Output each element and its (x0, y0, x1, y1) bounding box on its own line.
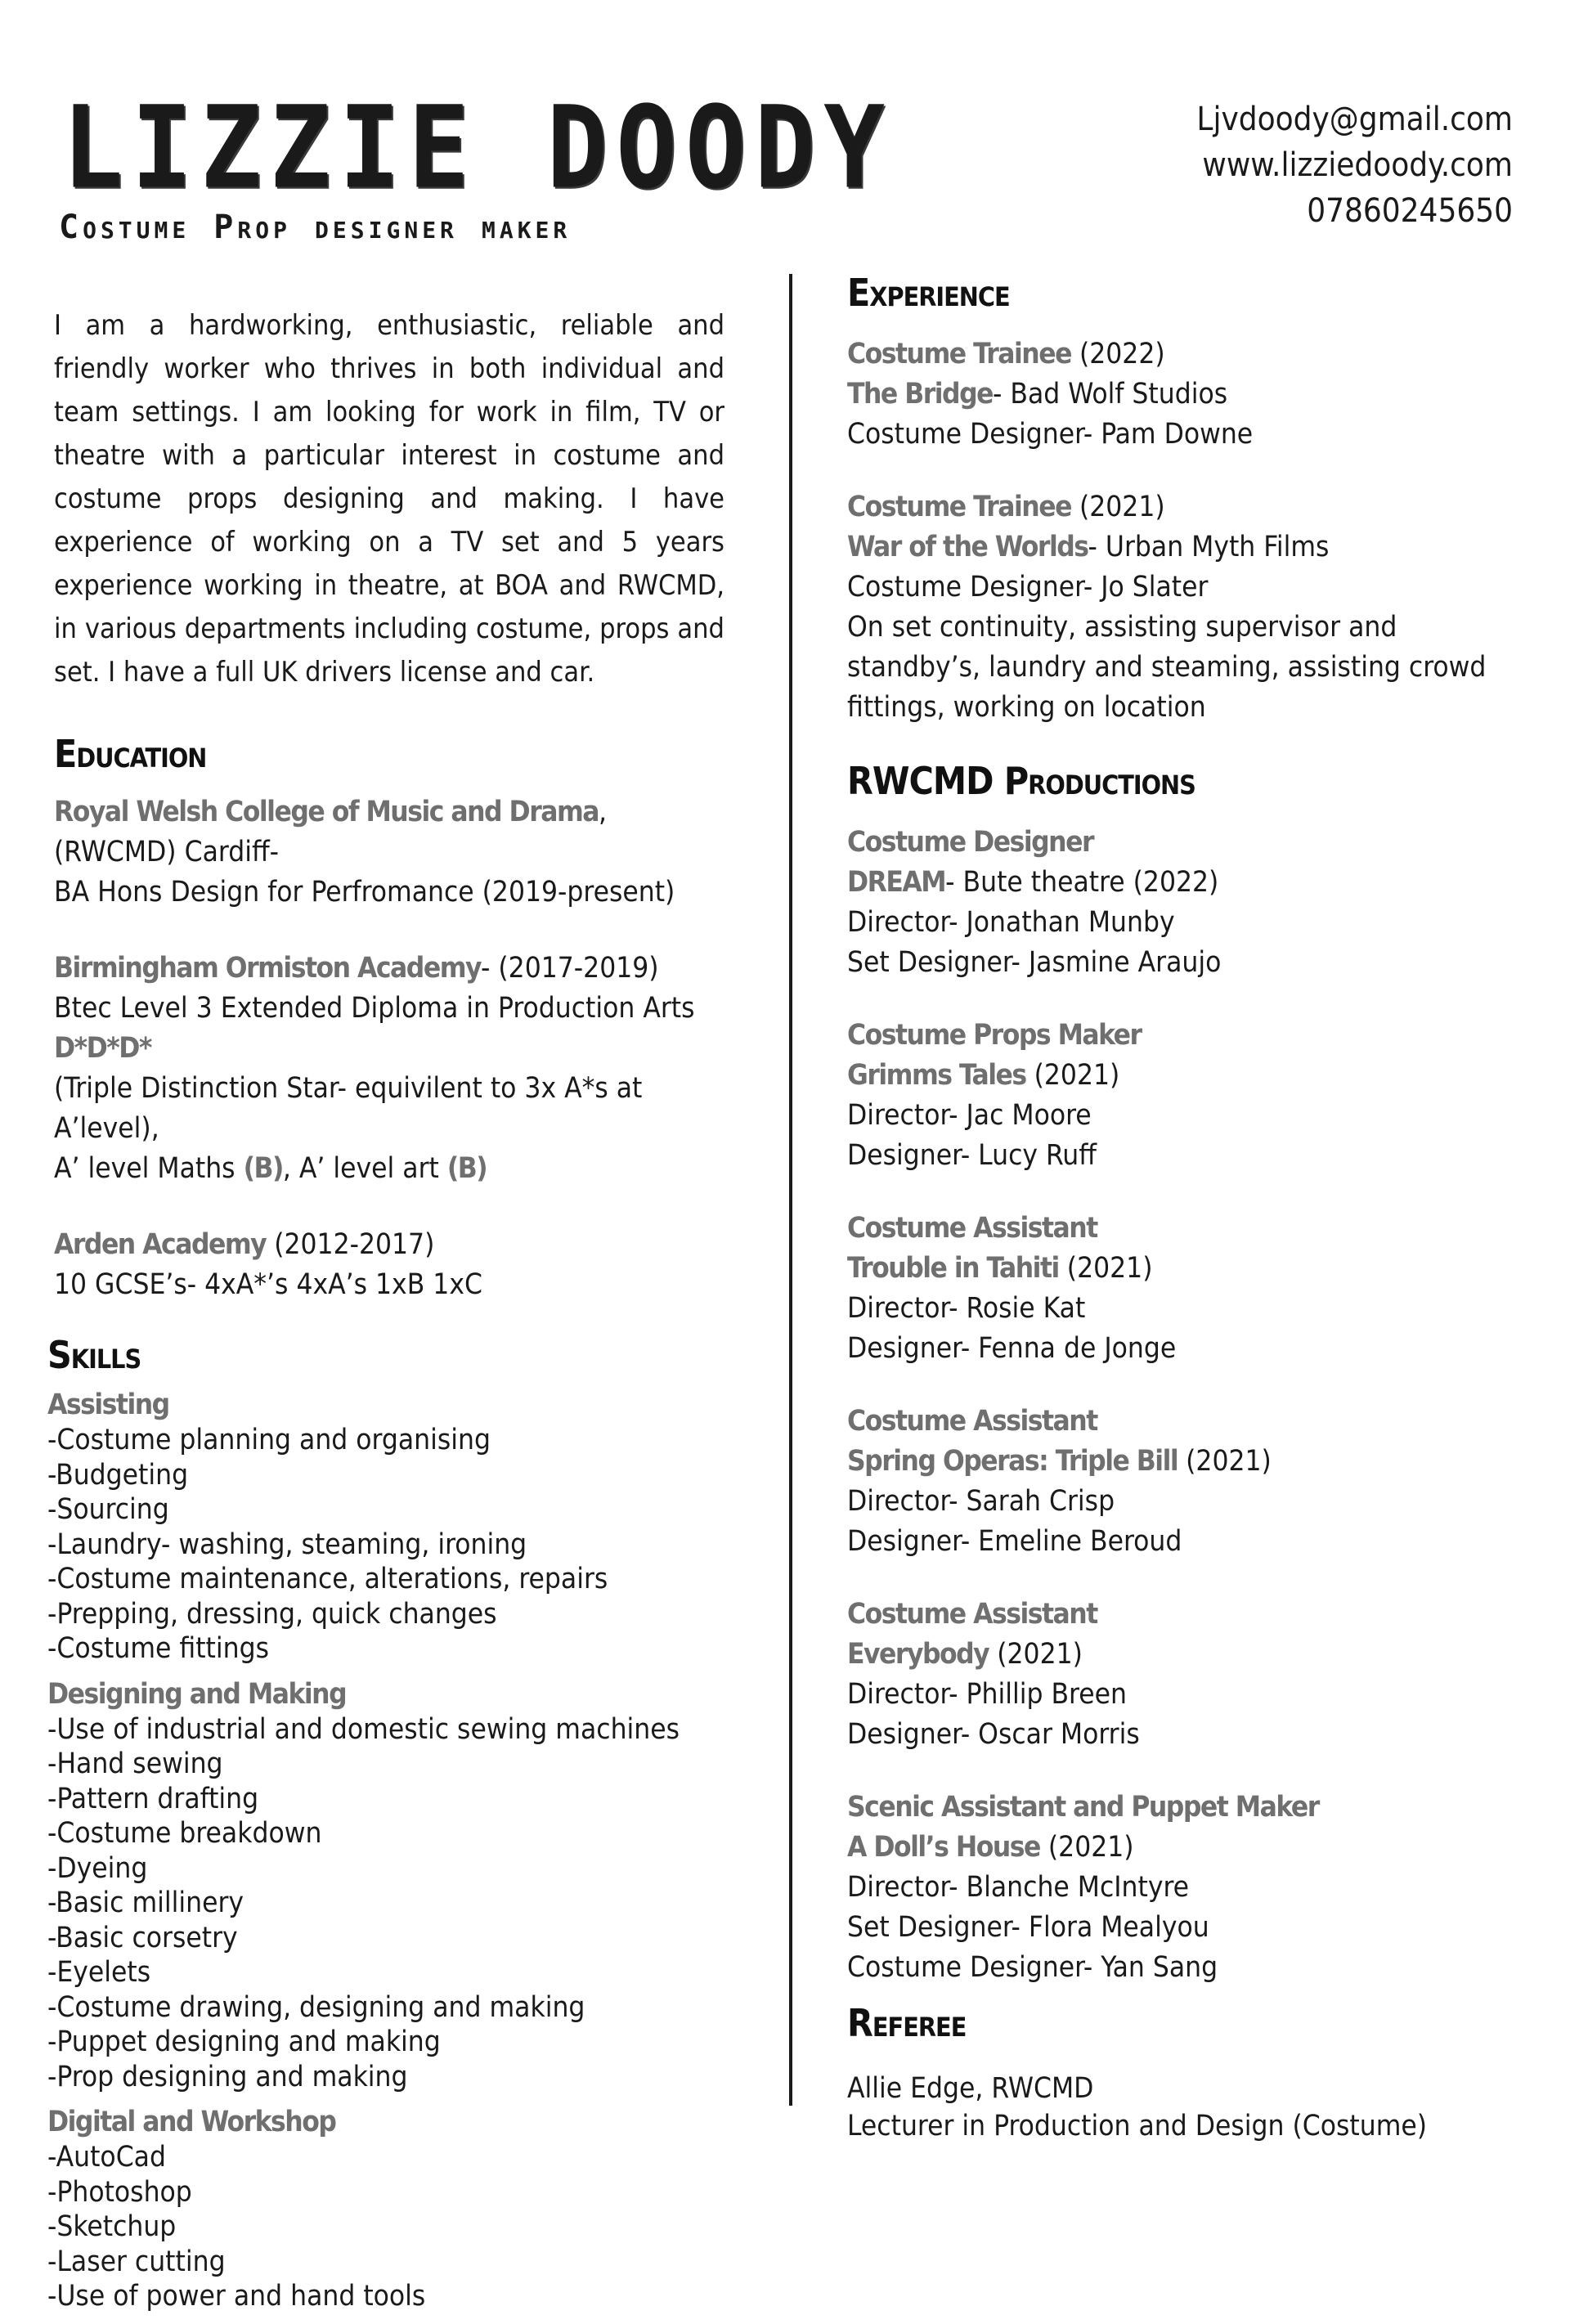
entry-title: Spring Operas: Triple Bill (847, 1445, 1178, 1478)
entry-detail: Director- Sarah Crisp (847, 1485, 1115, 1518)
entry-title: DREAM (847, 866, 946, 899)
grade: D*D*D* (54, 1032, 151, 1065)
entry-title-line (847, 1442, 1534, 1482)
entry-role: Costume Trainee (847, 338, 1071, 370)
education-line: Birmingham Ormiston Academy- (2017-2019) (54, 952, 659, 985)
left-column (47, 304, 724, 2324)
entry-role-line (847, 1209, 1534, 1249)
skill-item: -Costume breakdown (47, 1817, 322, 1850)
entry (847, 823, 1534, 983)
website: www.lizziedoody.com (1202, 146, 1513, 184)
entry-detail: Director- Blanche McIntyre (847, 1871, 1190, 1904)
skill-group-title: Designing and Making (47, 1677, 347, 1711)
entry-company: - Bad Wolf Studios (992, 378, 1228, 411)
education-line: Btec Level 3 Extended Diploma in Production Arts D*D*D* (54, 992, 695, 1065)
entry-company: - Urban Myth Films (1088, 531, 1330, 563)
school-name: Birmingham Ormiston Academy (54, 952, 482, 985)
skill-item: -AutoCad (47, 2141, 166, 2174)
entry-company: - Bute theatre (2022) (945, 866, 1219, 899)
profile-paragraph: I am a hardworking, enthusiastic, reliable and friendly worker who thrives in both individual and team settings. I am looking for work in film, TV or theatre with a particular interest in costume and costume props designing and making. I have experience of working on a TV set and 5 years experience working in theatre, at BOA and RWCMD, in various departments including costume, props and set. I have a full UK drivers license and car. (54, 309, 724, 689)
skill-item: -Use of power and hand tools (47, 2280, 426, 2313)
skill-item: -Prepping, dressing, quick changes (47, 1597, 497, 1631)
entry-year: (2021) (1070, 491, 1165, 523)
education-line: BA Hons Design for Perfromance (2019-present) (54, 876, 675, 909)
skill-group (47, 1387, 724, 1667)
contact-block (1196, 96, 1513, 234)
skill-group (47, 2104, 724, 2314)
entry (847, 1595, 1534, 1755)
skill-group-title: Digital and Workshop (47, 2106, 336, 2138)
entry (847, 1402, 1534, 1562)
entry-role: Scenic Assistant and Puppet Maker (847, 1791, 1319, 1824)
education-line: Arden Academy (2012-2017) (54, 1228, 435, 1261)
grade: (B) (243, 1152, 283, 1185)
entry-detail: Designer- Fenna de Jonge (847, 1332, 1177, 1365)
entry-detail: Costume Designer- Yan Sang (847, 1951, 1218, 1984)
skill-item: -Costume fittings (47, 1632, 270, 1665)
column-divider (789, 274, 792, 2106)
entry-title-line (847, 375, 1534, 415)
entry-title-line (847, 1635, 1534, 1675)
skill-item: -Dyeing (47, 1851, 148, 1885)
education-line: 10 GCSE’s- 4xA*’s 4xA’s 1xB 1xC (54, 1268, 482, 1301)
skill-item: -Costume drawing, designing and making (47, 1990, 585, 2024)
entry-detail: On set continuity, assisting supervisor and standby’s, laundry and steaming, assisting crowd fittings, working on location (847, 611, 1487, 724)
skill-item: -Prop designing and making (47, 2060, 408, 2093)
entry-company: (2021) (1058, 1252, 1153, 1285)
entry-company: (2021) (1039, 1831, 1134, 1864)
entry-detail: Set Designer- Flora Mealyou (847, 1911, 1209, 1944)
skill-item: -Eyelets (47, 1956, 151, 1989)
entry (847, 1209, 1534, 1369)
skills-heading: Skills (47, 1333, 141, 1377)
entry-title-line (847, 1828, 1534, 1868)
productions-heading: RWCMD Productions (847, 759, 1195, 803)
skills-list (47, 1387, 724, 2314)
entry-company: (2021) (1178, 1445, 1272, 1478)
entry (847, 1788, 1534, 1988)
school-name: Arden Academy (54, 1228, 267, 1261)
skill-item: -Budgeting (47, 1458, 189, 1492)
education-heading: Education (54, 732, 207, 776)
entry-role-line (847, 1595, 1534, 1635)
entry-title: Trouble in Tahiti (847, 1252, 1059, 1285)
skill-item: -Laser cutting (47, 2245, 226, 2278)
entry-role: Costume Assistant (847, 1405, 1097, 1438)
entry-title-line (847, 527, 1534, 568)
entry-role-line (847, 823, 1534, 863)
entry-role-line (847, 487, 1534, 527)
entry-role-line (847, 1016, 1534, 1056)
skill-item: -Basic corsetry (47, 1921, 238, 1954)
entry-title-line (847, 1249, 1534, 1289)
skill-item: -Puppet designing and making (47, 2026, 441, 2058)
entry (847, 1016, 1534, 1176)
skill-item: -Use of industrial and domestic sewing machines (47, 1712, 680, 1746)
entry-detail: Director- Jonathan Munby (847, 906, 1175, 939)
entry-title: The Bridge (847, 378, 993, 411)
entry-role: Costume Assistant (847, 1598, 1097, 1631)
education-line: A’ level Maths (B), A’ level art (B) (54, 1152, 487, 1185)
entry-company: (2021) (989, 1638, 1083, 1671)
entry-title-line (847, 863, 1534, 903)
name-heading: LIZZIE DOODY (62, 82, 893, 215)
entry-role: Costume Props Maker (847, 1019, 1142, 1052)
referee-block (847, 2070, 1534, 2145)
skill-items (47, 1423, 724, 1667)
skill-items (47, 1712, 724, 2095)
entry-detail: Director- Rosie Kat (847, 1292, 1086, 1325)
productions-list (847, 823, 1534, 1988)
phone: 07860245650 (1307, 192, 1513, 230)
entry-detail: Director- Jac Moore (847, 1099, 1092, 1132)
education-line: (Triple Distinction Star- equivilent to 3x A*s at A’level), (54, 1072, 643, 1145)
entry-year: (2022) (1070, 338, 1165, 370)
skill-items (47, 2140, 724, 2314)
entry-company: (2021) (1025, 1059, 1120, 1092)
experience-heading: Experience (847, 271, 1010, 315)
entry-title: Grimms Tales (847, 1059, 1026, 1092)
entry-role-line (847, 1788, 1534, 1828)
entry-detail: Designer- Lucy Ruff (847, 1139, 1097, 1172)
roles-subtitle: Costume Prop designer maker (59, 209, 572, 246)
education-item (54, 1225, 724, 1305)
email: Ljvdoody@gmail.com (1196, 101, 1513, 138)
entry-detail: Set Designer- Jasmine Araujo (847, 946, 1222, 979)
skill-group (47, 1676, 724, 2095)
entry-title: War of the Worlds (847, 531, 1088, 563)
grade: (B) (446, 1152, 487, 1185)
skill-group-title: Assisting (47, 1389, 169, 1421)
entry-role: Costume Assistant (847, 1212, 1097, 1245)
skill-item: -Sourcing (47, 1493, 169, 1526)
skill-item: -Pattern drafting (47, 1782, 259, 1815)
entry-detail: Designer- Oscar Morris (847, 1718, 1140, 1751)
referee-heading: Referee (847, 2001, 967, 2045)
skill-item: -Basic millinery (47, 1887, 244, 1919)
skill-item: -Sketchup (47, 2210, 177, 2243)
entry-detail: Director- Phillip Breen (847, 1678, 1127, 1711)
entry-title-line (847, 1056, 1534, 1096)
skill-item: -Hand sewing (47, 1747, 223, 1780)
skill-item: -Costume planning and organising (47, 1424, 491, 1456)
experience-list (847, 334, 1534, 728)
entry (847, 334, 1534, 455)
entry-title: Everybody (847, 1638, 989, 1671)
school-name: Royal Welsh College of Music and Drama (54, 796, 599, 828)
education-line: Royal Welsh College of Music and Drama, (RWCMD) Cardiff- (54, 796, 608, 868)
entry-title: A Doll’s House (847, 1831, 1040, 1864)
entry-role-line (847, 334, 1534, 375)
education-item (54, 949, 724, 1189)
entry-role-line (847, 1402, 1534, 1442)
skill-item: -Costume maintenance, alterations, repairs (47, 1563, 608, 1595)
entry-role: Costume Designer (847, 826, 1093, 859)
education-item (54, 792, 724, 913)
skill-item: -Laundry- washing, steaming, ironing (47, 1528, 527, 1561)
entry-detail: Costume Designer- Pam Downe (847, 418, 1254, 451)
right-column (847, 266, 1534, 2145)
entry (847, 487, 1534, 728)
entry-detail: Designer- Emeline Beroud (847, 1525, 1182, 1558)
referee-line: Lecturer in Production and Design (Costume) (847, 2110, 1428, 2142)
referee-line: Allie Edge, RWCMD (847, 2072, 1094, 2105)
entry-detail: Costume Designer- Jo Slater (847, 571, 1209, 603)
entry-role: Costume Trainee (847, 491, 1071, 523)
skill-item: -Photoshop (47, 2175, 192, 2209)
